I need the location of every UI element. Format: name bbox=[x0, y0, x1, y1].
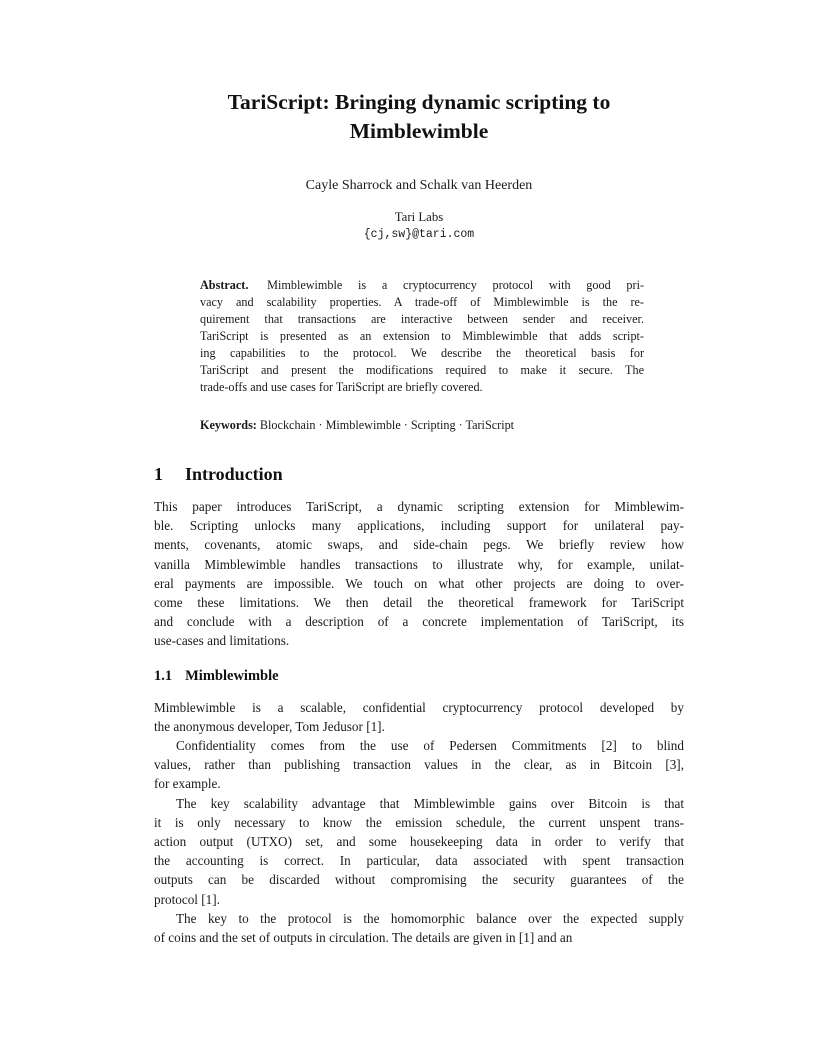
text-line: eral payments are impossible. We touch on what other projects are doing to over- bbox=[154, 575, 684, 591]
body-paragraph bbox=[154, 736, 684, 794]
authors-line: Cayle Sharrock and Schalk van Heerden bbox=[305, 178, 533, 193]
text-line: it is only necessary to know the emission schedule, the current unspent trans- bbox=[154, 814, 684, 830]
text-line: for example. bbox=[154, 776, 221, 792]
text-line: vanilla Mimblewimble handles transactions to illustrate why, for example, unilat- bbox=[154, 556, 684, 572]
text-line: the anonymous developer, Tom Jedusor [1]. bbox=[154, 718, 385, 734]
section-1-heading bbox=[154, 463, 684, 485]
paper-title bbox=[154, 88, 684, 146]
section-1-number: 1 bbox=[154, 464, 163, 484]
text-line: trade-offs and use cases for TariScript are briefly covered. bbox=[200, 380, 483, 394]
text-line: ing capabilities to the protocol. We describe the theoretical basis for bbox=[200, 346, 644, 360]
paper-title-line-2: Mimblewimble bbox=[349, 119, 489, 143]
abstract-block bbox=[200, 277, 644, 396]
text-line: and conclude with a description of a concrete implementation of TariScript, its bbox=[154, 614, 684, 630]
body-paragraph bbox=[154, 794, 684, 909]
subsection-1-1-title: Mimblewimble bbox=[185, 667, 279, 684]
body-paragraph bbox=[154, 909, 684, 947]
text-line: ble. Scripting unlocks many applications, including support for unilateral pay- bbox=[154, 518, 684, 534]
text-line: quirement that transactions are interactive between sender and receiver. bbox=[200, 312, 644, 326]
keywords-text: Blockchain · Mimblewimble · Scripting · TariScript bbox=[259, 418, 515, 432]
text-line: of coins and the set of outputs in circulation. The details are given in [1] and an bbox=[154, 930, 573, 946]
text-line: protocol [1]. bbox=[154, 891, 220, 907]
text-line: the accounting is correct. In particular, data associated with spent transaction bbox=[154, 853, 684, 869]
text-line: vacy and scalability properties. A trade-off of Mimblewimble is the re- bbox=[200, 295, 644, 309]
subsection-1-1-number: 1.1 bbox=[154, 667, 173, 684]
text-line: This paper introduces TariScript, a dynamic scripting extension for Mimblewim- bbox=[154, 499, 684, 514]
abstract-label: Abstract. bbox=[200, 278, 249, 292]
email-address: {cj,sw}@tari.com bbox=[363, 228, 475, 241]
text-line: The key to the protocol is the homomorphic balance over the expected supply bbox=[176, 910, 684, 926]
affiliation: Tari Labs bbox=[394, 210, 444, 224]
text-line: action output (UTXO) set, and some housekeeping data in order to verify that bbox=[154, 834, 684, 850]
text-line: outputs can be discarded without compromising the security guarantees of the bbox=[154, 872, 684, 888]
abstract-first-text: Mimblewimble is a cryptocurrency protocol with good pri- bbox=[267, 278, 645, 292]
keywords-label: Keywords: bbox=[200, 418, 257, 432]
text-line: Mimblewimble is a scalable, confidential cryptocurrency protocol developed by bbox=[154, 699, 684, 715]
text-line: values, rather than publishing transaction values in the clear, as in Bitcoin [3], bbox=[154, 757, 684, 773]
text-line: TariScript and present the modifications required to make it secure. The bbox=[200, 363, 644, 377]
text-line: The key scalability advantage that Mimblewimble gains over Bitcoin is that bbox=[176, 795, 684, 811]
keywords-line bbox=[200, 417, 644, 434]
text-line: TariScript is presented as an extension to Mimblewimble that adds script- bbox=[200, 329, 644, 343]
subsection-1-1-body bbox=[154, 698, 684, 948]
body-paragraph bbox=[154, 698, 684, 736]
abstract-rest bbox=[200, 294, 644, 396]
text-line: Confidentiality comes from the use of Pedersen Commitments [2] to blind bbox=[176, 738, 684, 754]
text-line: use-cases and limitations. bbox=[154, 633, 290, 649]
text-column bbox=[154, 0, 684, 947]
section-1-title: Introduction bbox=[185, 464, 283, 484]
intro-paragraph bbox=[154, 497, 684, 651]
paper-title-line-1: TariScript: Bringing dynamic scripting to bbox=[227, 90, 611, 114]
subsection-1-1-heading bbox=[154, 667, 684, 686]
text-line: come these limitations. We then detail the theoretical framework for TariScript bbox=[154, 595, 684, 611]
abstract-first-line bbox=[200, 277, 644, 294]
text-line: ments, covenants, atomic swaps, and side-chain pegs. We briefly review how bbox=[154, 537, 684, 553]
